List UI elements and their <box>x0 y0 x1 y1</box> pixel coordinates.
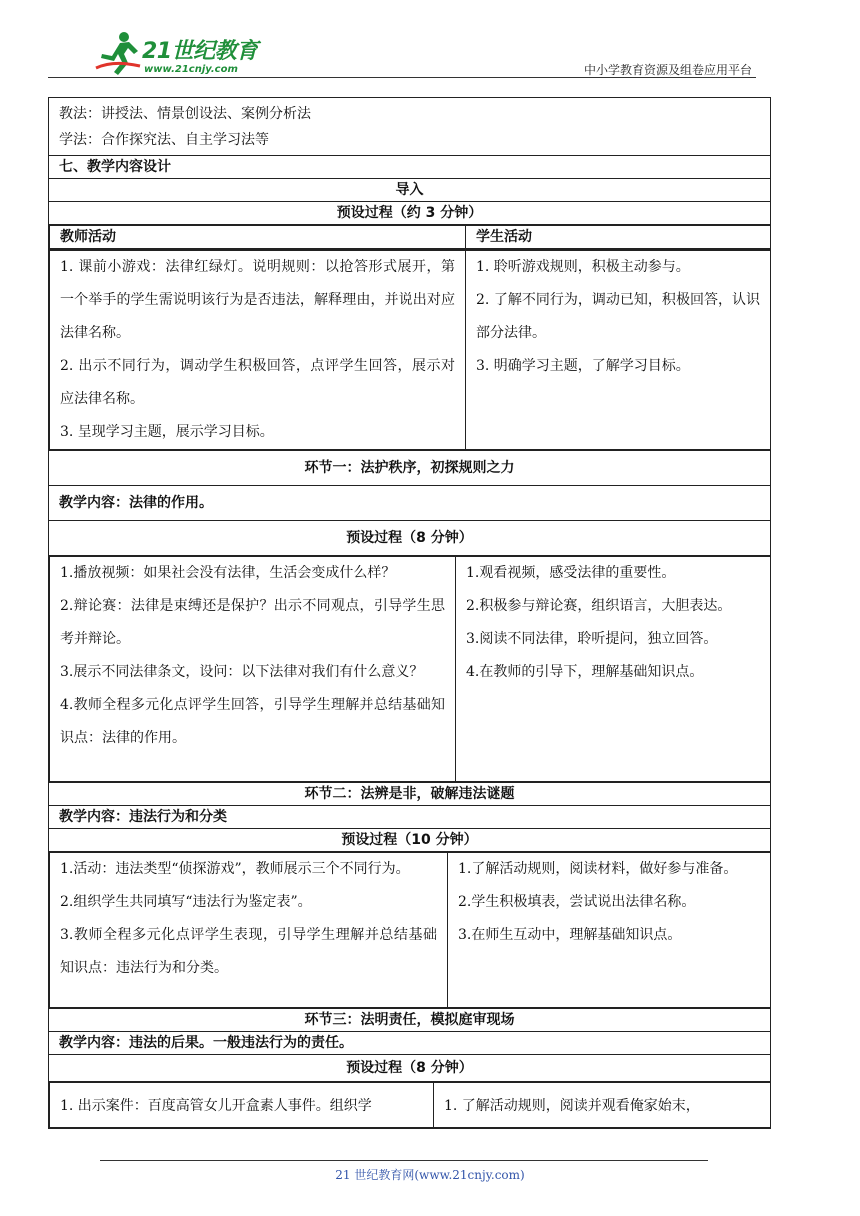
part2-teacher-item: 3.教师全程多元化点评学生表现，引导学生理解并总结基础知识点：违法行为和分类。 <box>60 927 437 976</box>
part1-content: 教学内容：法律的作用。 <box>49 486 771 521</box>
runner-logo-icon <box>94 30 142 76</box>
intro-process: 预设过程（约 3 分钟） <box>49 202 771 225</box>
part3-content: 教学内容：违法的后果。一般违法行为的责任。 <box>49 1032 771 1055</box>
part1-teacher-item: 2.辩论赛：法律是束缚还是保护？出示不同观点，引导学生思考并辩论。 <box>60 598 445 647</box>
part1-student-item: 2.积极参与辩论赛，组织语言，大胆表达。 <box>466 598 732 614</box>
intro-student-item: 2. 了解不同行为，调动已知，积极回答，认识部分法律。 <box>476 292 760 341</box>
part2-teacher-item: 1.活动：违法类型“侦探游戏”，教师展示三个不同行为。 <box>60 861 410 877</box>
header-divider <box>48 77 756 78</box>
part1-process: 预设过程（8 分钟） <box>49 521 771 556</box>
intro-title: 导入 <box>49 179 771 202</box>
part2-student-activities <box>448 853 771 1008</box>
part1-student-item: 4.在教师的引导下，理解基础知识点。 <box>466 664 704 680</box>
part1-student-item: 1.观看视频，感受法律的重要性。 <box>466 565 676 581</box>
part2-teacher-item: 2.组织学生共同填写“违法行为鉴定表”。 <box>60 894 312 910</box>
part1-student-activities <box>456 557 771 782</box>
part3-process: 预设过程（8 分钟） <box>49 1055 771 1082</box>
intro-student-activities <box>466 251 771 450</box>
part3-teacher-item: 1. 出示案件：百度高管女儿开盒素人事件。组织学 <box>60 1098 372 1114</box>
teaching-methods: 教法：讲授法、情景创设法、案例分析法 <box>59 106 311 122</box>
part3-teacher-activities <box>50 1083 434 1128</box>
part2-student-item: 3.在师生互动中，理解基础知识点。 <box>458 927 682 943</box>
intro-student-item: 3. 明确学习主题，了解学习目标。 <box>476 358 690 374</box>
logo <box>94 30 264 80</box>
student-activity-header: 学生活动 <box>466 226 771 249</box>
part1-student-item: 3.阅读不同法律，聆听提问，独立回答。 <box>466 631 718 647</box>
part1-teacher-item: 3.展示不同法律条文，设问：以下法律对我们有什么意义？ <box>60 664 424 680</box>
intro-teacher-activities <box>50 251 466 450</box>
page-footer: 21 世纪教育网(www.21cnjy.com) <box>335 1168 525 1182</box>
part1-teacher-item: 1.播放视频：如果社会没有法律，生活会变成什么样？ <box>60 565 396 581</box>
lesson-plan-table <box>48 97 771 1129</box>
part2-content: 教学内容：违法行为和分类 <box>49 806 771 829</box>
footer-divider <box>100 1160 708 1161</box>
part1-teacher-item: 4.教师全程多元化点评学生回答，引导学生理解并总结基础知识点：法律的作用。 <box>60 697 445 746</box>
teacher-activity-header: 教师活动 <box>50 226 466 249</box>
part3-title: 环节三：法明责任，模拟庭审现场 <box>49 1009 771 1032</box>
page-header <box>0 0 860 90</box>
intro-student-item: 1. 聆听游戏规则，积极主动参与。 <box>476 259 690 275</box>
methods-row <box>49 98 771 156</box>
part2-student-item: 1.了解活动规则，阅读材料，做好参与准备。 <box>458 861 738 877</box>
part2-teacher-activities <box>50 853 448 1008</box>
part3-student-item: 1. 了解活动规则，阅读并观看俺家始末， <box>444 1098 700 1114</box>
intro-teacher-item: 2. 出示不同行为，调动学生积极回答，点评学生回答，展示对应法律名称。 <box>60 358 455 407</box>
part1-teacher-activities <box>50 557 456 782</box>
part2-process: 预设过程（10 分钟） <box>49 829 771 852</box>
part2-title: 环节二：法辨是非，破解违法谜题 <box>49 783 771 806</box>
part2-student-item: 2.学生积极填表，尝试说出法律名称。 <box>458 894 696 910</box>
learning-methods: 学法：合作探究法、自主学习法等 <box>59 132 269 148</box>
part3-student-activities <box>434 1083 771 1128</box>
part1-title: 环节一：法护秩序，初探规则之力 <box>49 451 771 486</box>
intro-teacher-item: 1. 课前小游戏：法律红绿灯。说明规则：以抢答形式展开，第一个举手的学生需说明该行为是否违法，解释理由，并说出对应法律名称。 <box>60 259 455 341</box>
logo-url: www.21cnjy.com <box>144 64 238 75</box>
logo-text: 21世纪教育 <box>142 39 258 64</box>
section-heading: 七、教学内容设计 <box>49 156 771 179</box>
platform-name: 中小学教育资源及组卷应用平台 <box>583 63 752 77</box>
intro-teacher-item: 3. 呈现学习主题，展示学习目标。 <box>60 424 274 440</box>
